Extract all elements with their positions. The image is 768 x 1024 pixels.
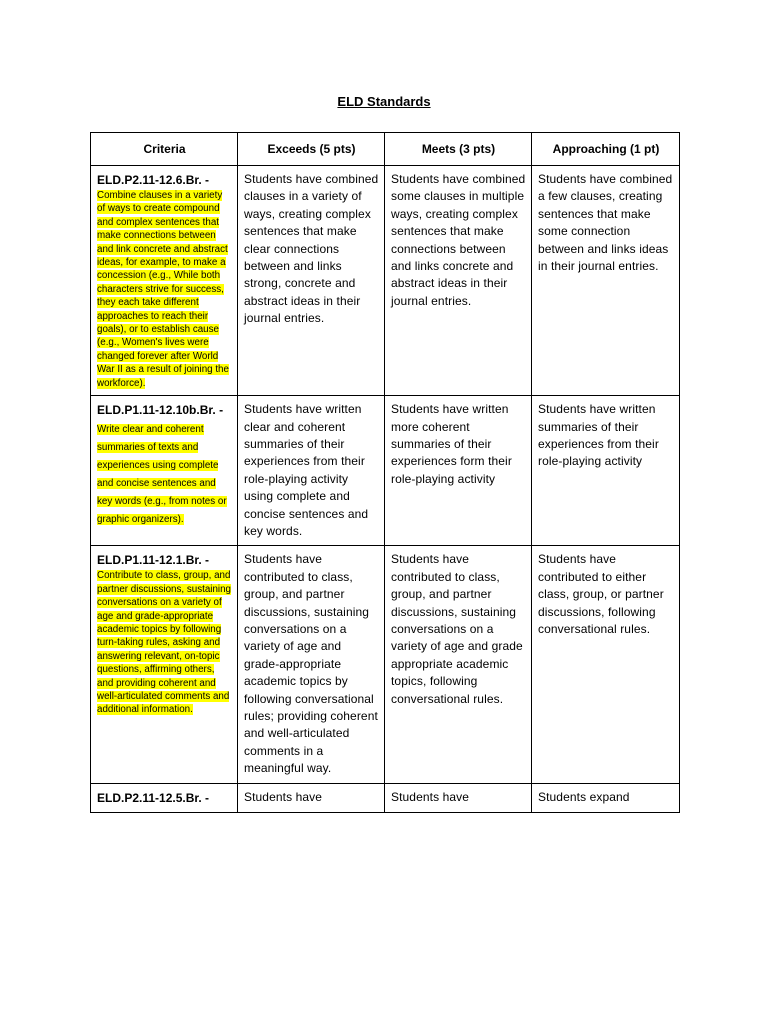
exceeds-cell: Students have [238,783,385,812]
standard-description [97,189,232,390]
table-row [91,546,680,783]
rubric-table [90,132,680,813]
standard-description [97,424,227,525]
approaching-cell: Students have written summaries of their experiences from their role-playing activity [532,396,680,546]
table-row [91,166,680,396]
approaching-cell: Students have contributed to either class, group, or partner discussions, following conversational rules. [532,546,680,783]
meets-cell: Students have combined some clauses in multiple ways, creating complex sentences that make connections between and links concrete and abstract ideas in their journal entries. [385,166,532,396]
standard-code: ELD.P1.11-12.1.Br. - [97,553,210,568]
exceeds-cell: Students have combined clauses in a variety of ways, creating complex sentences that make clear connections between and links strong, concrete and abstract ideas in their journal entries. [238,166,385,396]
exceeds-cell: Students have contributed to class, group, and partner discussions, sustaining conversations on a variety of age and grade-appropriate academic topics by following conversational rules; providing coherent and well-articulated comments in a meaningful way. [238,546,385,783]
criteria-cell [91,166,238,396]
standard-description [97,569,232,716]
meets-cell: Students have contributed to class, group, and partner discussions, sustaining conversations on a variety of age and grade appropriate academic topics, following conversational rules. [385,546,532,783]
header-criteria: Criteria [91,133,238,166]
meets-cell: Students have written more coherent summaries of their experiences form their role-playing activity [385,396,532,546]
approaching-cell: Students have combined a few clauses, creating sentences that make some connection between and links ideas in their journal entries. [532,166,680,396]
meets-cell: Students have [385,783,532,812]
table-row [91,783,680,812]
criteria-cell [91,783,238,812]
header-exceeds: Exceeds (5 pts) [238,133,385,166]
standard-code: ELD.P2.11-12.5.Br. - [97,790,210,805]
approaching-cell: Students expand [532,783,680,812]
header-approaching: Approaching (1 pt) [532,133,680,166]
table-row [91,396,680,546]
page-title: ELD Standards [337,94,431,109]
highlighted-text: Combine clauses in a variety of ways to create compound and complex sentences that make connections between and link concrete and abstract ideas, for example, to make a concession (e.g., While both characters strive for success, they each take different approaches to reach their goals), or to establish cause (e.g., Women's lives were changed forever after World War II as a result of joining the workforce). [97,190,229,389]
highlighted-text: Contribute to class, group, and partner discussions, sustaining conversations on a variety of age and grade-appropriate academic topics by following turn-taking rules, asking and answering relevant, on-topic questions, affirming others, and providing coherent and well-articulated comments and additional information. [97,570,231,716]
criteria-cell [91,396,238,546]
standard-code: ELD.P1.11-12.10b.Br. - [97,403,224,418]
highlighted-text: Write clear and coherent summaries of texts and experiences using complete and concise sentences and key words (e.g., from notes or graphic organizers). [97,424,227,526]
exceeds-cell: Students have written clear and coherent summaries of their experiences from their role-playing activity using complete and concise sentences and key words. [238,396,385,546]
criteria-cell [91,546,238,783]
standard-code: ELD.P2.11-12.6.Br. - [97,173,210,187]
header-row [91,133,680,166]
header-meets: Meets (3 pts) [385,133,532,166]
